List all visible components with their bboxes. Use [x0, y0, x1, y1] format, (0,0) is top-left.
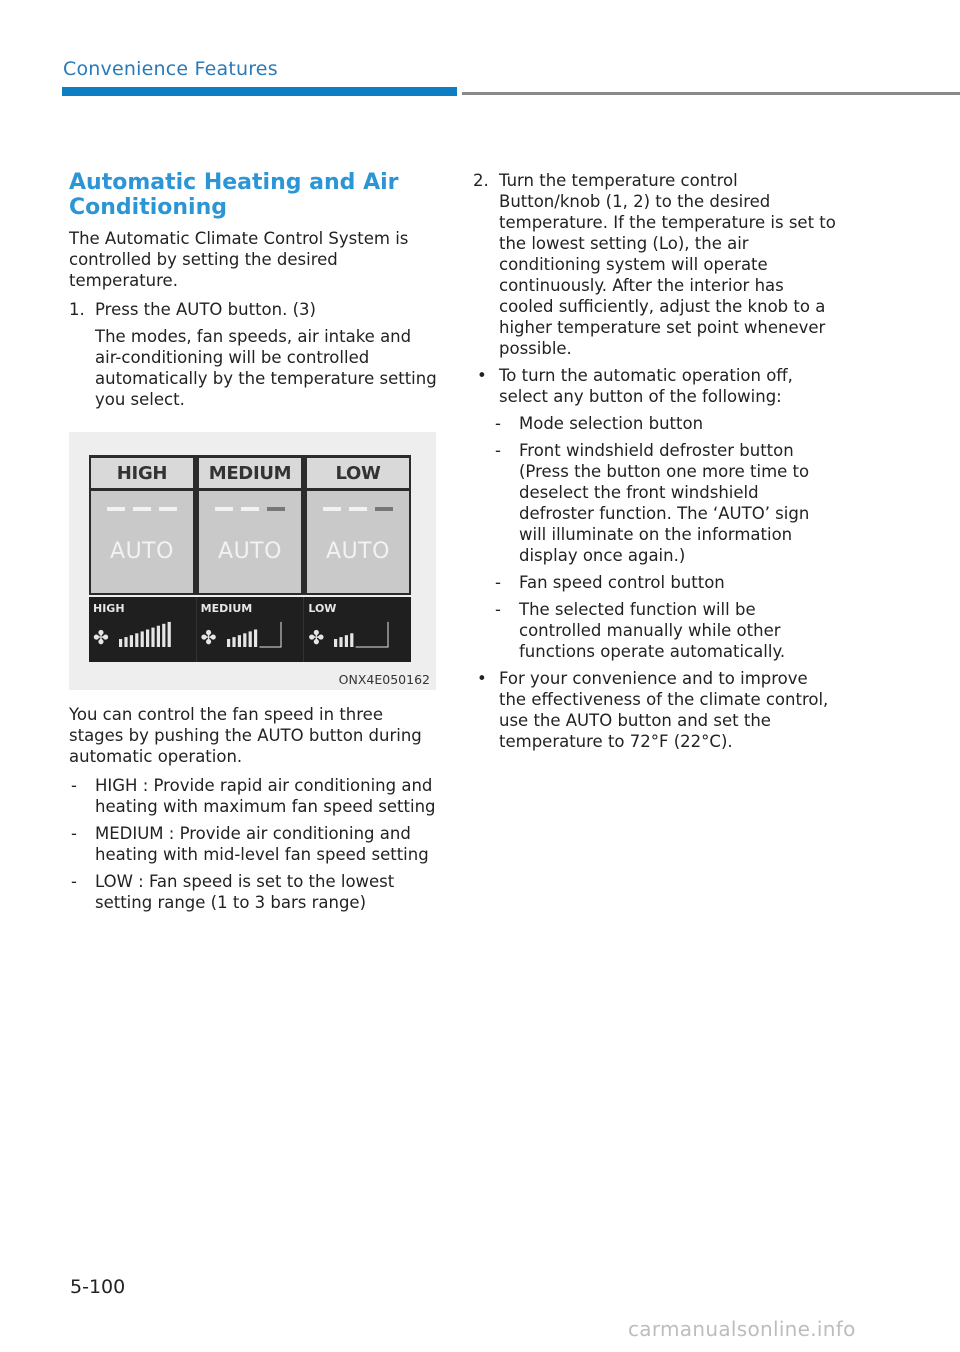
fan-speed-intro: You can control the fan speed in three stages by pushing the AUTO button during automatic operation.	[69, 705, 422, 766]
header-bar-accent	[62, 87, 457, 96]
fan-speed-item-text: LOW : Fan speed is set to the lowest setting range (1 to 3 bars range)	[95, 872, 395, 912]
fan-speed-item	[69, 775, 439, 817]
page-number: 5-100	[70, 1276, 126, 1298]
fan-icon: ✤	[93, 627, 109, 649]
fan-speed-bar	[243, 633, 246, 647]
fan-speed-bar	[119, 639, 122, 647]
fan-speed-bar	[334, 639, 337, 647]
panel-head: LOW	[307, 458, 409, 488]
header-title: Convenience Features	[63, 58, 278, 80]
step-2	[473, 170, 838, 359]
auto-indicator: AUTO	[110, 539, 174, 564]
dash-mark: -	[495, 600, 501, 619]
dash-mark: -	[495, 573, 501, 592]
step-1-text: Press the AUTO button. (3)	[95, 300, 316, 319]
auto-indicator: AUTO	[326, 539, 390, 564]
fan-speed-outline	[259, 622, 281, 647]
level-dash	[215, 507, 233, 511]
bullet-mark: •	[477, 366, 487, 385]
sub-item	[473, 599, 838, 662]
fan-speed-bar	[141, 631, 144, 647]
sub-item-text: The selected function will be controlled manually while other functions operate automatically.	[519, 600, 786, 661]
step-1-number: 1.	[69, 300, 85, 319]
fan-speed-bar	[351, 633, 354, 647]
fan-speed-bar	[237, 635, 240, 647]
dash-mark: -	[71, 776, 77, 795]
fan-speed-medium	[197, 597, 305, 662]
panel-body	[91, 491, 193, 593]
fan-speed-label: LOW	[308, 602, 337, 615]
auto-mode-panels	[89, 455, 411, 595]
level-dash	[349, 507, 367, 511]
fan-speed-bars	[225, 619, 297, 649]
fan-speed-label: MEDIUM	[200, 602, 253, 615]
climate-display-figure	[69, 432, 436, 690]
fan-icon: ✤	[200, 627, 217, 649]
fan-speed-item-text: MEDIUM : Provide air conditioning and heating with mid-level fan speed setting	[95, 824, 429, 864]
bullet-item	[473, 668, 838, 752]
dash-mark: -	[71, 872, 77, 891]
fan-level-dashes	[199, 507, 301, 511]
figure-caption: ONX4E050162	[338, 672, 430, 687]
level-dash	[133, 507, 151, 511]
bullet-mark: •	[477, 669, 487, 688]
intro-paragraph: The Automatic Climate Control System is controlled by setting the desired temperature.	[69, 229, 409, 290]
section-title-line1: Automatic Heating and Air	[69, 170, 399, 195]
sub-item	[473, 572, 838, 593]
level-dash	[107, 507, 125, 511]
step-2-text: Turn the temperature control Button/knob (1, 2) to the desired temperature. If the temperature is set to the lowest setting (Lo), the air conditioning system will operate continuously. After the interior has cooled sufficiently, adjust the knob to a higher temperature set point whenever possible.	[499, 171, 836, 358]
fan-speed-bars	[117, 619, 189, 649]
fan-speed-bar	[130, 635, 133, 647]
level-dash	[323, 507, 341, 511]
fan-level-dashes	[307, 507, 409, 511]
step-1-detail: The modes, fan speeds, air intake and air-conditioning will be controlled automatically by the temperature setting you select.	[95, 327, 437, 409]
fan-speed-item-text: HIGH : Provide rapid air conditioning and heating with maximum fan speed setting	[95, 776, 436, 816]
sub-item-text: Front windshield defroster button (Press the button one more time to deselect the front windshield defroster function. The ‘AUTO’ sign will illuminate on the information display once again.)	[519, 441, 810, 565]
sub-item-text: Mode selection button	[519, 414, 704, 433]
panel-medium	[197, 455, 305, 595]
panel-body	[199, 491, 301, 593]
climate-display-panel	[89, 455, 411, 662]
fan-speed-panels	[89, 597, 411, 662]
bullet-text: For your convenience and to improve the effectiveness of the climate control, use the AUTO button and set the temperature to 72°F (22°C).	[499, 669, 829, 751]
left-column	[69, 170, 439, 919]
fan-speed-bar	[168, 622, 171, 647]
header-bar-rule	[462, 92, 960, 95]
level-dash	[375, 507, 393, 511]
sub-item	[473, 413, 838, 434]
dash-mark: -	[495, 414, 501, 433]
fan-speed-bar	[151, 628, 154, 647]
fan-speed-bar	[232, 637, 235, 647]
fan-level-dashes	[91, 507, 193, 511]
step-1	[69, 299, 439, 320]
footer-watermark[interactable]: carmanualsonline.info	[628, 1317, 856, 1341]
fan-speed-bar	[135, 633, 138, 647]
panel-low	[305, 455, 411, 595]
sub-item	[473, 440, 838, 566]
panel-body	[307, 491, 409, 593]
sub-item-text: Fan speed control button	[519, 573, 725, 592]
panel-head: HIGH	[91, 458, 193, 488]
right-column	[473, 170, 838, 758]
fan-speed-bar	[254, 630, 257, 648]
fan-speed-bar	[248, 631, 251, 647]
fan-speed-bar	[345, 635, 348, 647]
fan-speed-label: HIGH	[93, 602, 125, 615]
level-dash	[267, 507, 285, 511]
panel-head: MEDIUM	[199, 458, 301, 488]
fan-speed-low	[304, 597, 411, 662]
section-title	[69, 170, 439, 220]
fan-speed-bars	[332, 619, 404, 649]
fan-speed-bar	[146, 630, 149, 648]
auto-indicator: AUTO	[218, 539, 282, 564]
fan-speed-bar	[124, 637, 127, 647]
dash-mark: -	[71, 824, 77, 843]
section-title-line2: Conditioning	[69, 195, 227, 220]
fan-speed-bar	[162, 624, 165, 647]
step-2-number: 2.	[473, 171, 489, 190]
bullet-text: To turn the automatic operation off, select any button of the following:	[499, 366, 793, 406]
fan-speed-item	[69, 871, 439, 913]
fan-speed-bar	[340, 637, 343, 647]
fan-icon: ✤	[308, 627, 325, 649]
fan-speed-outline	[356, 622, 388, 647]
panel-high	[89, 455, 197, 595]
fan-speed-bar	[157, 626, 160, 647]
fan-speed-bar	[227, 639, 230, 647]
fan-speed-item	[69, 823, 439, 865]
bullet-item	[473, 365, 838, 407]
fan-speed-high	[89, 597, 197, 662]
level-dash	[241, 507, 259, 511]
dash-mark: -	[495, 441, 501, 460]
level-dash	[159, 507, 177, 511]
